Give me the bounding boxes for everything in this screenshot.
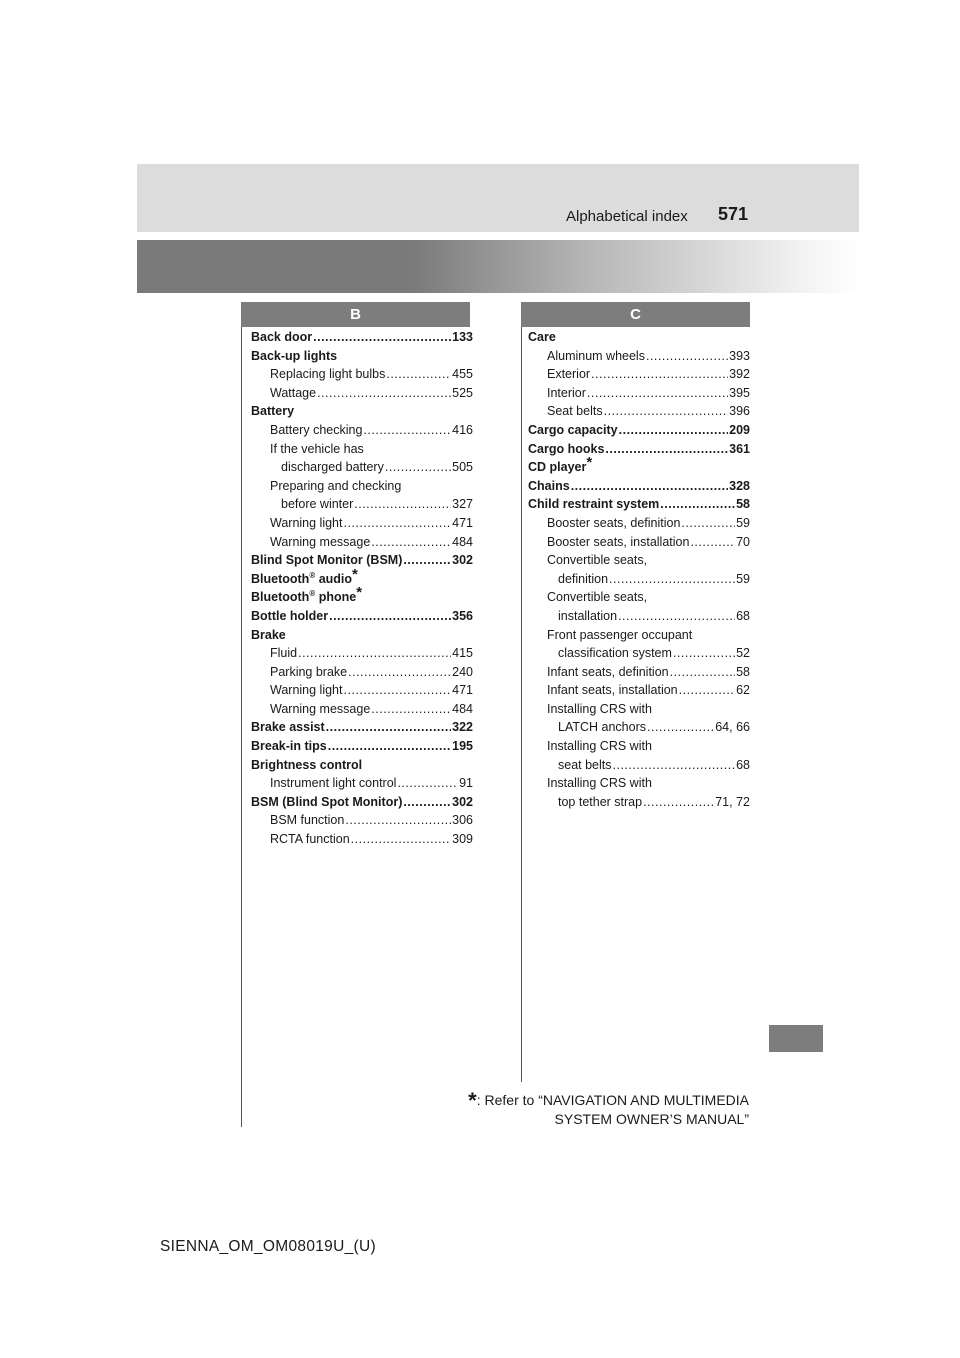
index-entry	[528, 347, 750, 366]
entry-page: 306	[452, 813, 473, 828]
leader-dots	[371, 533, 451, 552]
leader-dots	[348, 663, 451, 682]
leader-dots	[326, 718, 451, 737]
entry-page: 91	[459, 776, 473, 791]
index-entry	[251, 644, 473, 663]
index-entry	[528, 495, 750, 514]
footnote-star: *	[586, 454, 593, 472]
page-title: Alphabetical index	[566, 208, 688, 225]
entry-page: 302	[452, 553, 473, 568]
entry-page: 59	[736, 515, 750, 530]
index-entry	[528, 700, 750, 719]
leader-dots	[619, 421, 729, 440]
leader-dots	[351, 830, 451, 849]
entry-text: Break-in tips	[251, 739, 327, 754]
index-entry	[251, 495, 473, 514]
leader-dots	[613, 756, 736, 775]
entry-text: Battery checking	[270, 422, 363, 437]
entry-text: Replacing light bulbs	[270, 367, 386, 382]
entry-page: 195	[452, 739, 473, 754]
entry-text: Seat belts	[547, 404, 603, 419]
entry-text: Fluid	[270, 646, 298, 661]
leader-dots	[345, 811, 451, 830]
footnote-symbol: *	[468, 1088, 477, 1113]
chapter-tab	[769, 1025, 823, 1052]
index-entry	[528, 421, 750, 440]
entry-page: 471	[452, 515, 473, 530]
index-entry	[251, 458, 473, 477]
index-entry	[251, 681, 473, 700]
leader-dots	[317, 384, 451, 403]
index-entry	[528, 718, 750, 737]
entry-text: Instrument light control	[270, 776, 397, 791]
entry-page: 133	[452, 330, 473, 344]
entry-text: Cargo capacity	[528, 422, 618, 437]
index-entry	[251, 663, 473, 682]
entry-page: 58	[736, 664, 750, 679]
entry-text: Back-up lights	[251, 348, 338, 363]
entry-text: Brightness control	[251, 757, 363, 772]
leader-dots	[670, 663, 735, 682]
index-entry	[528, 644, 750, 663]
index-entry	[251, 551, 473, 570]
index-entry	[251, 607, 473, 626]
index-entry	[528, 588, 750, 607]
leader-dots	[618, 607, 735, 626]
entry-page: 59	[736, 571, 750, 586]
entry-text: Convertible seats,	[547, 553, 648, 568]
entry-text: seat belts	[558, 757, 612, 772]
entry-text: installation	[558, 608, 618, 623]
entry-text: Back door	[251, 330, 313, 344]
entry-text: RCTA function	[270, 832, 350, 847]
entry-text: Child restraint system	[528, 497, 660, 512]
index-entry	[528, 477, 750, 496]
index-entry	[528, 384, 750, 403]
index-column-c	[528, 328, 750, 811]
entry-text: Brake	[251, 627, 286, 642]
entry-page: 68	[736, 608, 750, 623]
index-entry	[251, 774, 473, 793]
footnote-line2: SYSTEM OWNER’S MANUAL”	[554, 1111, 749, 1127]
entry-text: BSM (Blind Spot Monitor)	[251, 794, 403, 809]
leader-dots	[571, 477, 728, 496]
index-entry	[528, 681, 750, 700]
section-letter-b: B	[241, 302, 470, 327]
entry-text: Installing CRS with	[547, 776, 652, 791]
leader-dots	[591, 365, 728, 384]
leader-dots	[386, 365, 451, 384]
entry-text: Convertible seats,	[547, 590, 648, 605]
index-entry	[528, 533, 750, 552]
entry-text: BSM function	[270, 813, 345, 828]
entry-page: 415	[452, 646, 473, 661]
leader-dots	[397, 774, 458, 793]
index-entry	[251, 365, 473, 384]
entry-text: Wattage	[270, 385, 317, 400]
index-entry	[251, 700, 473, 719]
index-entry	[528, 570, 750, 589]
index-entry	[251, 533, 473, 552]
index-entry	[251, 440, 473, 459]
entry-page: 484	[452, 701, 473, 716]
leader-dots	[344, 681, 452, 700]
entry-page: 396	[729, 404, 750, 419]
entry-text: Parking brake	[270, 664, 348, 679]
section-banner	[137, 240, 859, 293]
entry-page: 393	[729, 348, 750, 363]
entry-page: 395	[729, 385, 750, 400]
index-entry	[528, 440, 750, 459]
entry-page: 525	[452, 385, 473, 400]
entry-text: top tether strap	[558, 794, 643, 809]
entry-text: Blind Spot Monitor (BSM)	[251, 553, 403, 568]
index-entry	[251, 718, 473, 737]
entry-text: Care	[528, 330, 556, 344]
entry-page: 64, 66	[715, 720, 750, 735]
column-divider-left	[241, 327, 242, 1127]
entry-text: Exterior	[547, 367, 591, 382]
leader-dots	[605, 440, 728, 459]
leader-dots	[385, 458, 451, 477]
entry-text: Warning message	[270, 701, 371, 716]
entry-page: 68	[736, 757, 750, 772]
index-entry	[251, 384, 473, 403]
header-band	[137, 164, 859, 232]
index-entry	[251, 811, 473, 830]
entry-page: 70	[736, 534, 750, 549]
entry-text: Warning light	[270, 683, 343, 698]
leader-dots	[679, 681, 735, 700]
entry-text: Booster seats, definition	[547, 515, 681, 530]
entry-page: 71, 72	[715, 794, 750, 809]
index-entry	[528, 365, 750, 384]
entry-text: Cargo hooks	[528, 441, 605, 456]
leader-dots	[609, 570, 735, 589]
entry-page: 240	[452, 664, 473, 679]
footnote-star: *	[356, 584, 363, 602]
entry-text: Bluetooth® audio	[251, 570, 353, 586]
index-entry	[251, 756, 473, 775]
entry-page: 328	[729, 478, 750, 493]
entry-page: 361	[729, 441, 750, 456]
leader-dots	[647, 718, 714, 737]
entry-page: 505	[452, 460, 473, 475]
entry-text: Installing CRS with	[547, 739, 652, 754]
entry-text: Infant seats, installation	[547, 683, 678, 698]
column-divider-middle	[521, 327, 522, 1082]
entry-page: 392	[729, 367, 750, 382]
index-entry	[251, 421, 473, 440]
index-column-b	[251, 328, 473, 849]
entry-page: 209	[729, 422, 750, 437]
entry-text: Chains	[528, 478, 570, 493]
index-entry	[528, 774, 750, 793]
leader-dots	[604, 402, 729, 421]
entry-text: Front passenger occupant	[547, 627, 693, 642]
index-entry	[251, 402, 473, 421]
index-entry	[251, 830, 473, 849]
entry-page: 52	[736, 646, 750, 661]
entry-text: LATCH anchors	[558, 720, 646, 735]
index-entry	[528, 626, 750, 645]
document-code: SIENNA_OM_OM08019U_(U)	[160, 1238, 376, 1255]
index-entry	[528, 737, 750, 756]
leader-dots	[403, 551, 451, 570]
entry-page: 484	[452, 534, 473, 549]
index-entry	[528, 454, 750, 477]
entry-text: Preparing and checking	[270, 478, 402, 493]
index-entry	[528, 756, 750, 775]
index-entry	[528, 402, 750, 421]
entry-text: Bottle holder	[251, 608, 329, 623]
section-letter-c: C	[521, 302, 750, 327]
index-entry	[528, 607, 750, 626]
index-entry	[528, 663, 750, 682]
entry-text: Aluminum wheels	[547, 348, 645, 363]
leader-dots	[328, 737, 451, 756]
entry-text: before winter	[281, 497, 354, 512]
entry-text: Battery	[251, 404, 295, 419]
entry-text: Bluetooth® phone	[251, 589, 357, 605]
leader-dots	[344, 514, 452, 533]
index-entry	[251, 584, 473, 607]
entry-text: Installing CRS with	[547, 701, 652, 716]
index-entry	[251, 737, 473, 756]
entry-page: 309	[452, 832, 473, 847]
entry-text: Warning message	[270, 534, 371, 549]
entry-text: Booster seats, installation	[547, 534, 690, 549]
entry-page: 455	[452, 367, 473, 382]
footnote-line1: : Refer to “NAVIGATION AND MULTIMEDIA	[476, 1092, 749, 1108]
page-number: 571	[718, 204, 749, 224]
entry-text: Brake assist	[251, 720, 325, 735]
footnote-star: *	[352, 565, 358, 583]
leader-dots	[643, 793, 714, 812]
leader-dots	[660, 495, 735, 514]
index-entry	[528, 551, 750, 570]
leader-dots	[298, 644, 451, 663]
entry-page: 327	[452, 497, 473, 512]
index-entry	[528, 328, 750, 347]
leader-dots	[646, 347, 728, 366]
entry-page: 302	[452, 794, 473, 809]
index-entry	[251, 793, 473, 812]
footnote	[468, 1088, 749, 1129]
index-entry	[251, 347, 473, 366]
leader-dots	[329, 607, 451, 626]
entry-text: CD player	[528, 460, 587, 475]
entry-page: 58	[736, 497, 750, 512]
entry-page: 62	[736, 683, 750, 698]
entry-text: classification system	[558, 646, 672, 661]
leader-dots	[587, 384, 728, 403]
entry-text: Interior	[547, 385, 586, 400]
leader-dots	[354, 495, 451, 514]
entry-text: Warning light	[270, 515, 343, 530]
index-entry	[528, 793, 750, 812]
index-entry	[251, 477, 473, 496]
entry-text: Infant seats, definition	[547, 664, 669, 679]
entry-page: 471	[452, 683, 473, 698]
entry-text: discharged battery	[281, 460, 384, 475]
leader-dots	[673, 644, 735, 663]
leader-dots	[681, 514, 735, 533]
index-entry	[251, 626, 473, 645]
index-entry	[528, 514, 750, 533]
index-entry	[251, 514, 473, 533]
leader-dots	[403, 793, 451, 812]
entry-text: If the vehicle has	[270, 441, 364, 456]
leader-dots	[313, 328, 451, 347]
entry-page: 322	[452, 720, 473, 735]
entry-page: 356	[452, 608, 473, 623]
leader-dots	[363, 421, 451, 440]
leader-dots	[371, 700, 451, 719]
entry-text: definition	[558, 571, 609, 586]
leader-dots	[690, 533, 735, 552]
entry-page: 416	[452, 422, 473, 437]
index-entry	[251, 328, 473, 347]
